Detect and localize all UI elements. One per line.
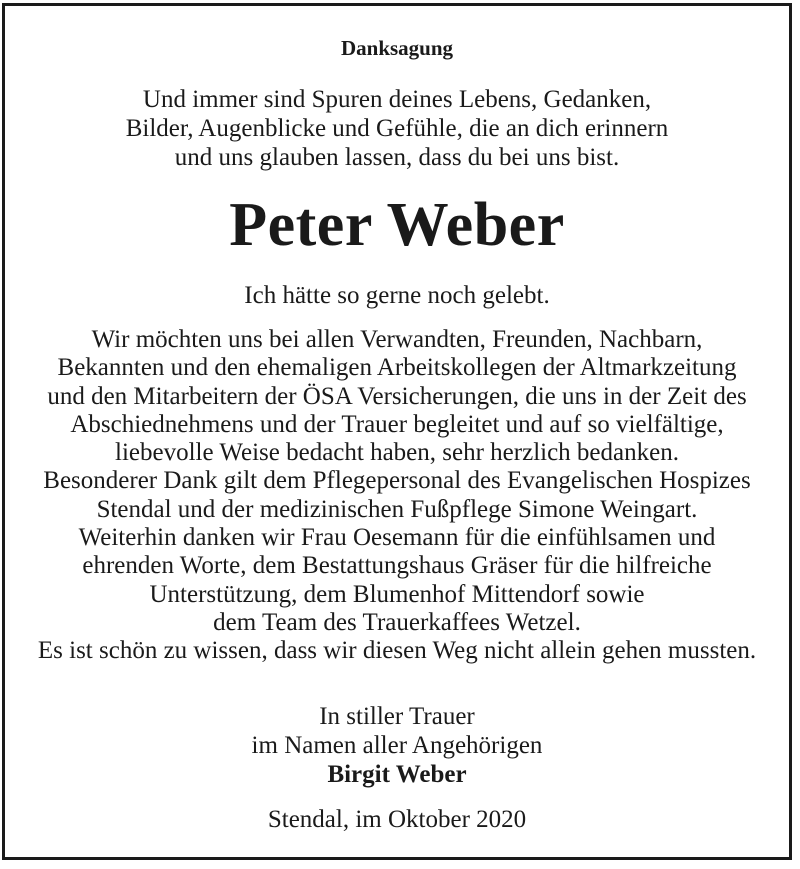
body-line: und den Mitarbeitern der ÖSA Versicherungen, die uns in der Zeit des <box>47 382 747 410</box>
body-line: liebevolle Weise bedacht haben, sehr herzlich bedanken. <box>115 439 679 467</box>
closing-line: In stiller Trauer <box>319 703 475 730</box>
verse-line: Bilder, Augenblicke und Gefühle, die an dich erinnern <box>125 115 669 142</box>
body-line: Wir möchten uns bei allen Verwandten, Freunden, Nachbarn, <box>91 326 703 353</box>
verse-line: Und immer sind Spuren deines Lebens, Gedanken, <box>142 86 652 113</box>
body-line: Weiterhin danken wir Frau Oesemann für die einfühlsamen und <box>78 524 716 552</box>
notice-heading: Danksagung <box>340 36 454 60</box>
body-line: Stendal und der medizinischen Fußpflege Simone Weingart. <box>96 495 698 523</box>
deceased-name: Peter Weber <box>229 191 565 259</box>
closing-line: im Namen aller Angehörigen <box>251 732 543 759</box>
body-line: Besonderer Dank gilt dem Pflegepersonal des Evangelischen Hospizes <box>43 467 751 495</box>
body-line: Abschiednehmens und der Trauer begleitet und auf so vielfältige, <box>70 410 724 438</box>
body-line: Bekannten und den ehemaligen Arbeitskollegen der Altmarkzeitung <box>57 354 737 382</box>
verse-line: und uns glauben lassen, dass du bei uns bist. <box>174 144 620 171</box>
notice-frame <box>2 3 792 860</box>
signer-name: Birgit Weber <box>327 761 467 788</box>
body-line: Es ist schön zu wissen, dass wir diesen Weg nicht allein gehen mussten. <box>37 637 757 665</box>
quote: Ich hätte so gerne noch gelebt. <box>244 282 550 309</box>
verse <box>5 85 789 172</box>
closing <box>5 702 789 789</box>
body-line: dem Team des Trauerkaffees Wetzel. <box>213 608 581 636</box>
body-line: ehrenden Worte, dem Bestattungshaus Gräser für die hilfreiche <box>82 552 712 580</box>
thanks-body <box>5 326 789 666</box>
place-date: Stendal, im Oktober 2020 <box>267 806 527 833</box>
body-line: Unterstützung, dem Blumenhof Mittendorf sowie <box>149 580 645 608</box>
